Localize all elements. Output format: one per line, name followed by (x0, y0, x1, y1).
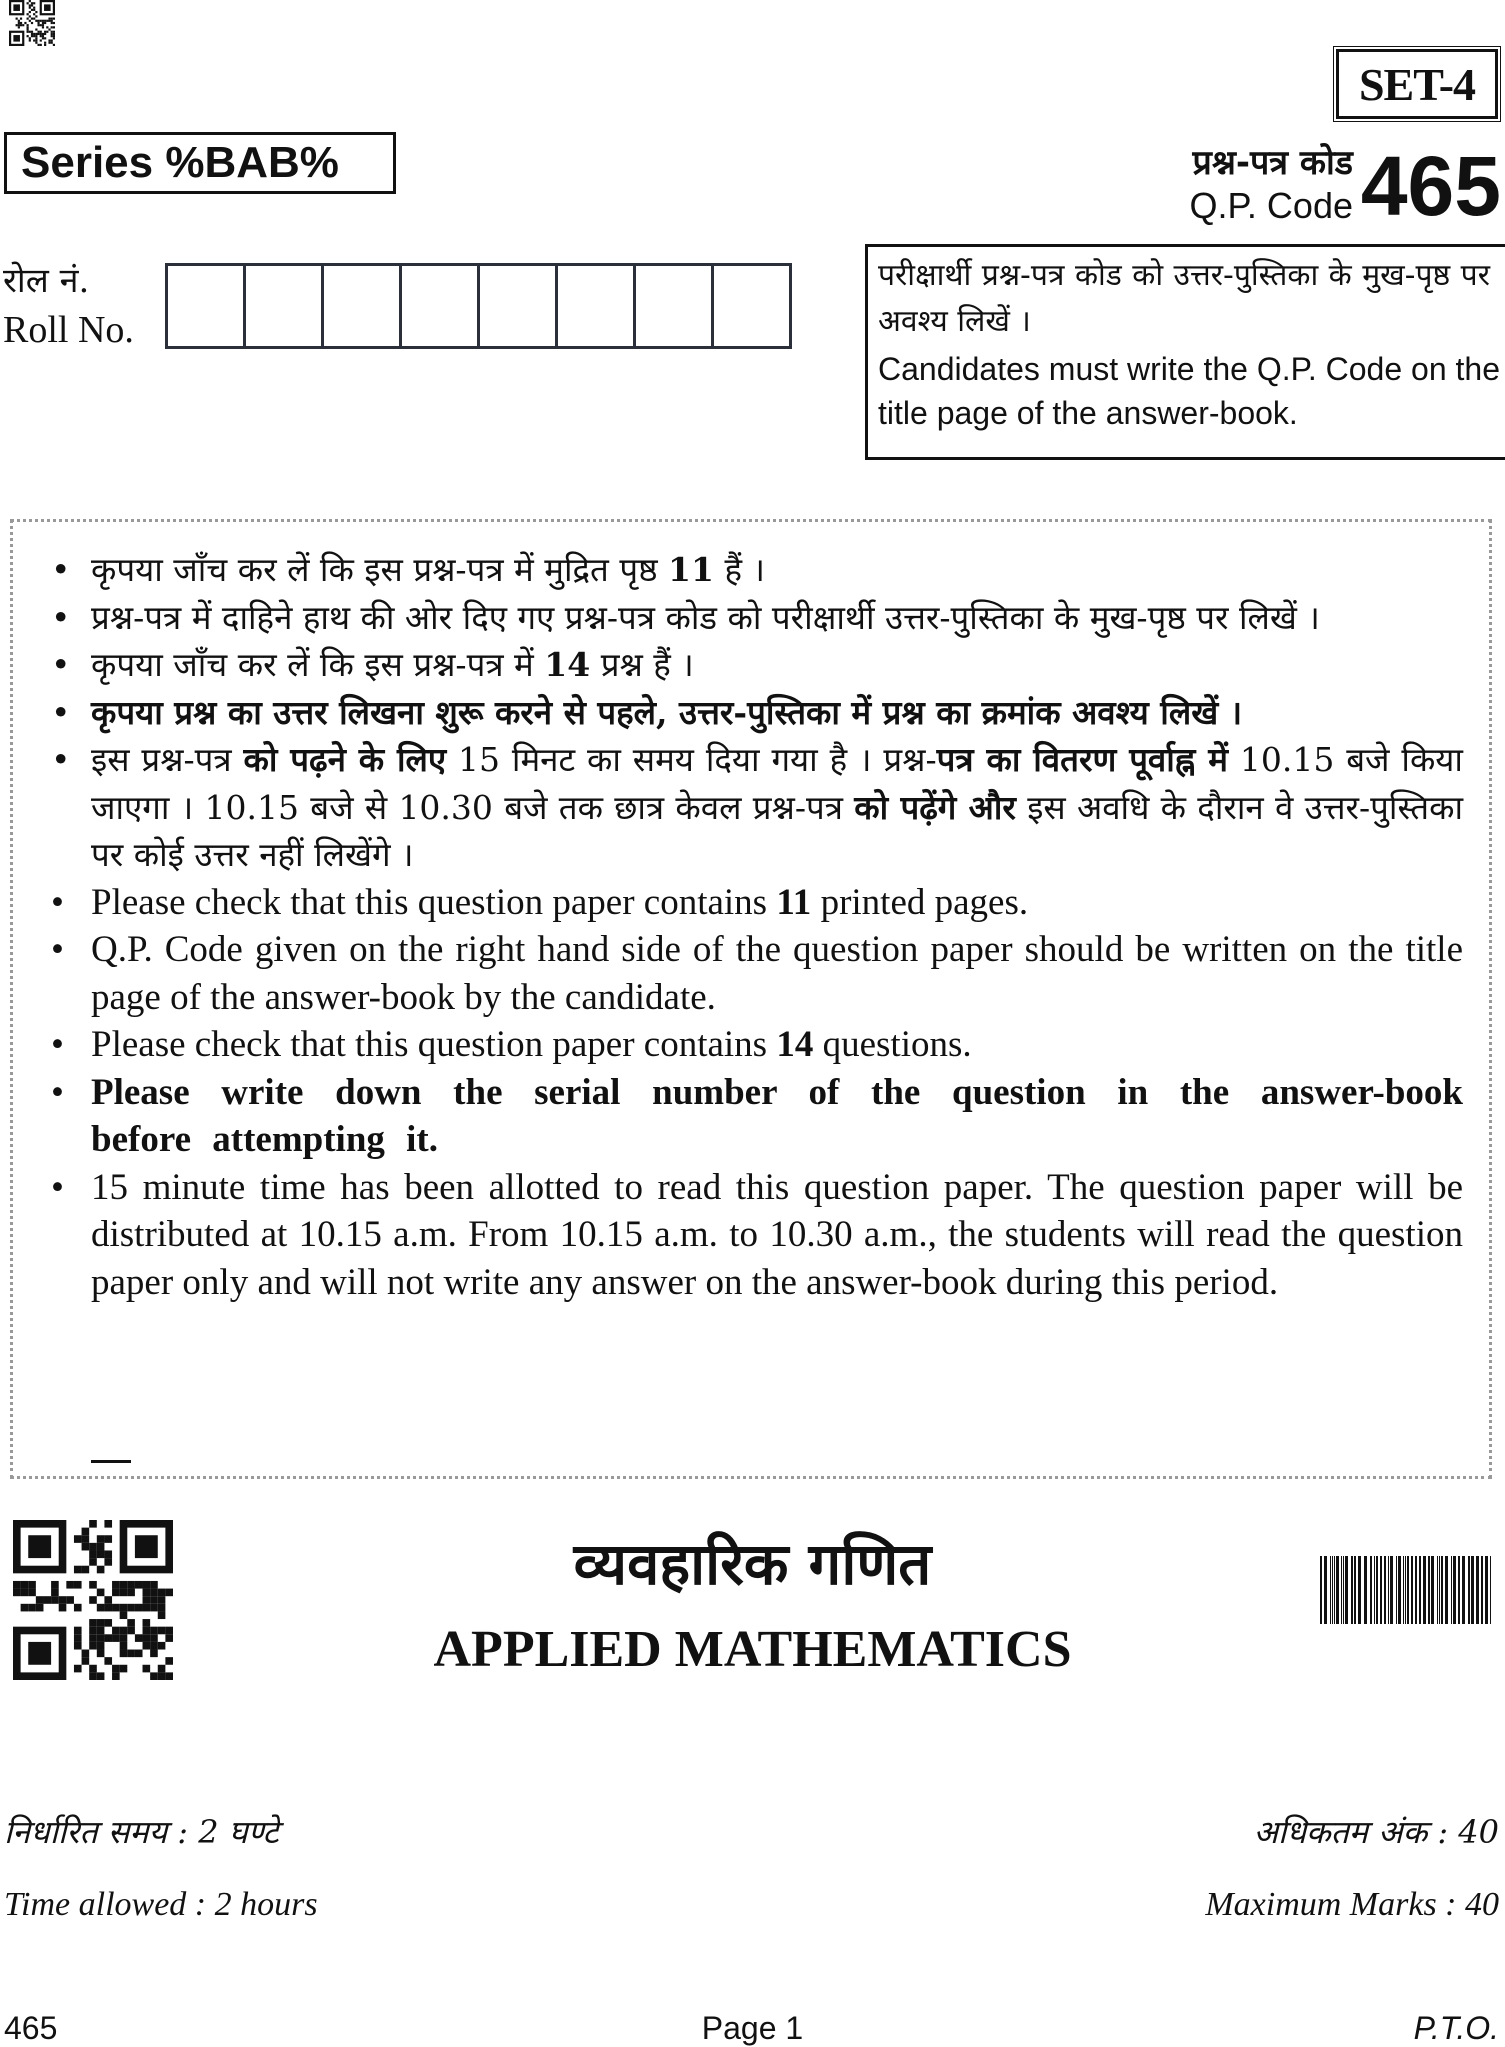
footer-page-number: Page 1 (701, 2010, 804, 2046)
note-english: Candidates must write the Q.P. Code on the title page of the answer-book. (878, 351, 1500, 431)
bullet-icon: • (51, 1071, 64, 1113)
instruction-text: 14 (544, 645, 591, 684)
barcode-bar (1476, 1556, 1479, 1624)
divider-dash (91, 1460, 131, 1463)
barcode-bar (1320, 1556, 1322, 1624)
roll-number-digit-box[interactable] (402, 266, 480, 346)
bullet-icon: • (51, 1166, 64, 1208)
barcode-bar (1428, 1556, 1430, 1624)
barcode-bar (1384, 1556, 1386, 1624)
barcode-bar (1334, 1556, 1335, 1624)
subject-title: APPLIED MATHEMATICS (433, 1621, 1072, 1678)
barcode-bar (1398, 1556, 1401, 1624)
barcode-bar (1390, 1556, 1393, 1624)
maximum-marks-hindi: अधिकतम अंक : 40 (1253, 1813, 1499, 1851)
barcode-bar (1411, 1556, 1413, 1624)
barcode-bar (1415, 1556, 1417, 1624)
instruction-item (33, 594, 1463, 642)
barcode-bar (1439, 1556, 1440, 1624)
instruction-text: प्रश्न-पत्र में दाहिने हाथ की ओर दिए गए प्रश्न-पत्र कोड को परीक्षार्थी उत्तर-पुस्तिका के मुख-पृष्ठ पर लिखें । (91, 597, 1320, 637)
instruction-text: को पढ़ेंगे और (854, 787, 1016, 827)
roll-number-digit-box[interactable] (324, 266, 402, 346)
instruction-item (33, 1164, 1463, 1307)
barcode-bar (1351, 1556, 1353, 1624)
barcode-bar (1462, 1556, 1465, 1624)
instruction-text: कृपया जाँच कर लें कि इस प्रश्न-पत्र में मुद्रित पृष्ठ (91, 550, 669, 589)
set-label: SET-4 (1336, 49, 1498, 119)
qp-code: 465 (1360, 139, 1501, 233)
instruction-text: Q.P. Code given on the right hand side of the question paper should be written on the title page of the answer-book by the candidate. (91, 929, 1463, 1018)
barcode-bar (1437, 1556, 1438, 1624)
barcode-bar (1403, 1556, 1404, 1624)
bullet-icon: • (51, 881, 64, 923)
roll-number-digit-box[interactable] (480, 266, 558, 346)
barcode-bar (1431, 1556, 1434, 1624)
barcode-bar (1471, 1556, 1474, 1624)
roll-number-digit-box[interactable] (636, 266, 714, 346)
barcode-bar (1423, 1556, 1426, 1624)
bullet-icon: • (51, 597, 71, 637)
instruction-item (33, 1069, 1463, 1164)
roll-label-hindi: रोल नं. (3, 261, 90, 301)
subject-title-hindi: व्यवहारिक गणित (573, 1530, 932, 1598)
bullet-icon: • (51, 645, 71, 684)
instruction-item (33, 736, 1463, 879)
barcode-bar (1468, 1556, 1470, 1624)
bullet-icon: • (51, 692, 71, 732)
maximum-marks: Maximum Marks : 40 (1205, 1886, 1499, 1923)
qr-code-small (6, 0, 58, 46)
barcode-bar (1407, 1556, 1409, 1624)
time-allowed-hindi: निर्धारित समय : 2 घण्टे (4, 1813, 279, 1851)
barcode-bar (1396, 1556, 1397, 1624)
qp-code-label: Q.P. Code (1189, 185, 1353, 226)
instruction-text: Please write down the serial number of the question in the answer-book before attempting it. (91, 1071, 1463, 1160)
barcode-bar (1370, 1556, 1372, 1624)
barcode-bar (1419, 1556, 1421, 1624)
barcode-bar (1388, 1556, 1389, 1624)
bullet-icon: • (51, 550, 71, 589)
instructions-box (10, 519, 1492, 1479)
roll-number-digit-box[interactable] (246, 266, 324, 346)
barcode-bar (1364, 1556, 1367, 1624)
instruction-text: 15 मिनट का समय दिया गया है । प्रश्न- (446, 740, 937, 779)
barcode (1320, 1556, 1494, 1624)
instruction-text: Please check that this question paper contains (91, 881, 777, 923)
barcode-bar (1405, 1556, 1406, 1624)
bullet-icon: • (51, 1024, 64, 1065)
footer-pto: P.T.O. (1413, 2010, 1499, 2046)
barcode-bar (1445, 1556, 1448, 1624)
instruction-text: प्रश्न हैं । (590, 645, 694, 684)
barcode-bar (1345, 1556, 1348, 1624)
barcode-bar (1376, 1556, 1378, 1624)
roll-label: Roll No. (3, 309, 134, 351)
roll-number-boxes[interactable] (165, 263, 792, 349)
roll-number-digit-box[interactable] (714, 266, 789, 346)
instruction-item (33, 926, 1463, 1021)
qp-code-label-hindi: प्रश्न-पत्र कोड (1192, 143, 1353, 183)
barcode-bar (1441, 1556, 1443, 1624)
instruction-text: Please check that this question paper contains (91, 1024, 777, 1065)
barcode-bar (1332, 1556, 1333, 1624)
instruction-text: 10.15 बजे किया जाएगा । 10.15 बजे से 10.30 बजे तक छात्र केवल प्रश्न-पत्र (91, 740, 1463, 827)
instruction-text: 11 (776, 881, 812, 923)
roll-number-digit-box[interactable] (558, 266, 636, 346)
barcode-bar (1380, 1556, 1382, 1624)
bullet-icon: • (51, 740, 71, 779)
instruction-item (33, 641, 1463, 689)
barcode-bar (1458, 1556, 1460, 1624)
series-label: Series %BAB% (4, 132, 396, 194)
barcode-bar (1336, 1556, 1339, 1624)
barcode-bar (1374, 1556, 1375, 1624)
barcode-bar (1354, 1556, 1356, 1624)
instruction-item (33, 689, 1463, 737)
time-allowed: Time allowed : 2 hours (4, 1886, 318, 1923)
instruction-text: इस अवधि के दौरान वे उत्तर-पुस्तिका पर कोई उत्तर नहीं लिखेंगे । (91, 787, 1464, 874)
roll-number-digit-box[interactable] (168, 266, 246, 346)
barcode-bar (1324, 1556, 1327, 1624)
barcode-bar (1343, 1556, 1344, 1624)
instruction-text: 15 minute time has been allotted to read this question paper. The question paper will be distributed at 10.15 a.m. From 10.15 a.m. to 10.30 a.m., the students will read the question paper only and will not write any answer on the answer-book during this period. (91, 1166, 1463, 1303)
barcode-bar (1358, 1556, 1361, 1624)
barcode-bar (1451, 1556, 1452, 1624)
instruction-text: कृपया जाँच कर लें कि इस प्रश्न-पत्र में (91, 645, 545, 684)
instruction-text: questions. (813, 1024, 972, 1065)
bullet-icon: • (51, 929, 64, 970)
note-hindi: परीक्षार्थी प्रश्न-पत्र कोड को उत्तर-पुस्तिका के मुख-पृष्ठ पर अवश्य लिखें । (878, 258, 1490, 339)
instruction-text: कृपया प्रश्न का उत्तर लिखना शुरू करने से पहले, उत्तर-पुस्तिका में प्रश्न का क्रमांक अवश्य लिखें । (91, 692, 1243, 732)
instruction-item (33, 1021, 1463, 1069)
barcode-bar (1330, 1556, 1331, 1624)
instruction-text: को पढ़ने के लिए (243, 740, 447, 779)
barcode-bar (1490, 1556, 1491, 1624)
instruction-text: पत्र का वितरण पूर्वाह्न में (936, 740, 1228, 779)
footer-code: 465 (4, 2010, 58, 2046)
instruction-text: इस प्रश्न-पत्र (91, 740, 244, 779)
instruction-text: printed pages. (811, 881, 1029, 923)
barcode-bar (1485, 1556, 1488, 1624)
barcode-bar (1453, 1556, 1456, 1624)
qp-code-note-box (865, 244, 1505, 460)
instruction-text: 14 (776, 1024, 814, 1065)
instruction-text: हैं । (713, 550, 765, 589)
instruction-item (33, 546, 1463, 594)
instruction-item (33, 879, 1463, 927)
instruction-text: 11 (668, 550, 714, 589)
barcode-bar (1481, 1556, 1483, 1624)
barcode-bar (1341, 1556, 1342, 1624)
